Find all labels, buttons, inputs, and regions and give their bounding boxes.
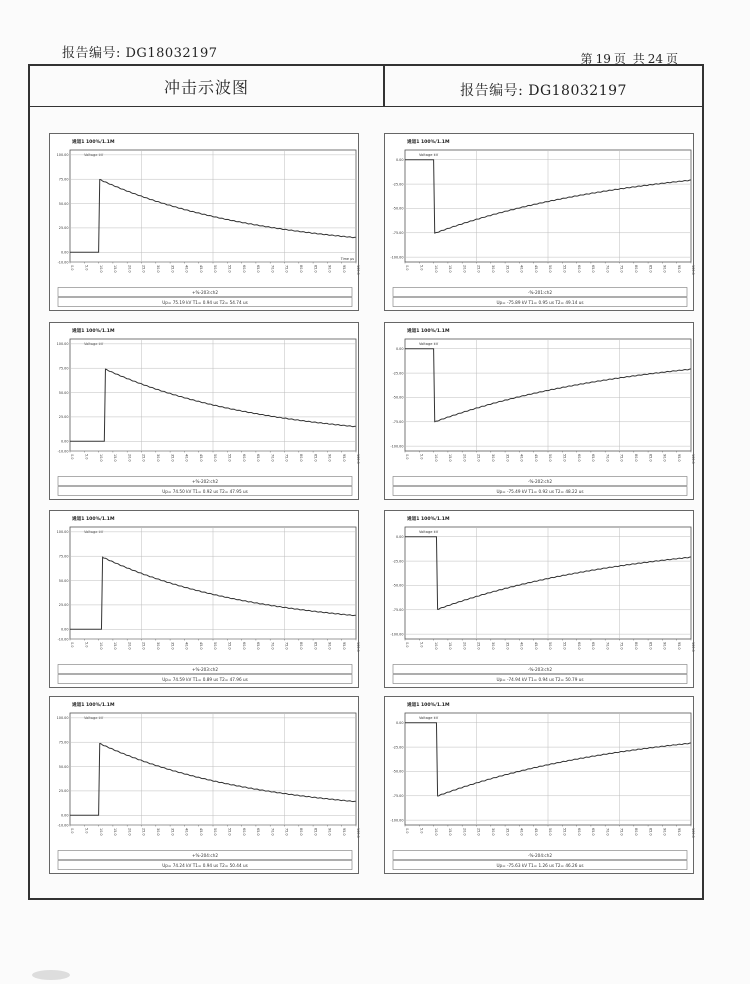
x-tick-label: 20.0 <box>127 454 132 462</box>
oscillogram-3 <box>49 322 359 500</box>
x-tick-label: 30.0 <box>491 265 495 273</box>
channel-label: 通道1 100%/1.1M <box>72 703 115 708</box>
x-tick-label: 90.0 <box>662 642 667 650</box>
waveform-caption: +%-202:ch2 <box>191 479 219 484</box>
channel-label: 通道1 100%/1.1M <box>72 517 115 522</box>
x-tick-label: 5.0 <box>419 454 424 460</box>
x-tick-label: 5.0 <box>84 454 89 460</box>
x-tick-label: 65.0 <box>591 642 596 650</box>
waveform-caption: -%-204:ch2 <box>527 853 553 858</box>
x-tick-label: 40.0 <box>519 642 524 650</box>
table-report-number: 报告编号: DG18032197 <box>460 83 627 99</box>
x-tick-label: 15.0 <box>448 454 453 462</box>
x-tick-label: 0.0 <box>405 828 410 834</box>
x-tick-label: 65.0 <box>256 828 261 836</box>
y-tick-label: -75.00 <box>392 608 404 613</box>
y-tick-label: -50.00 <box>392 395 404 400</box>
y-tick-label: -10.00 <box>57 260 69 265</box>
x-tick-label: 95.0 <box>341 265 346 273</box>
x-tick-label: 35.0 <box>505 265 510 273</box>
x-tick-label: 25.0 <box>476 265 481 273</box>
waveform-parameters: Up= 74.24 kV T1= 0.94 us T2= 50.44 us <box>162 863 248 868</box>
x-tick-label: 0.0 <box>70 642 75 648</box>
y-tick-label: 50.00 <box>58 578 69 583</box>
x-tick-label: 40.0 <box>184 828 189 836</box>
x-tick-label: 45.0 <box>533 642 538 650</box>
y-tick-label: 100.00 <box>56 342 69 347</box>
x-tick-label: 75.0 <box>284 454 289 462</box>
x-tick-label: 35.0 <box>505 828 510 836</box>
channel-label: 通道1 100%/1.1M <box>407 517 450 522</box>
x-tick-label: 15.0 <box>113 642 118 650</box>
x-tick-label: 10.0 <box>98 642 103 650</box>
x-tick-label: 75.0 <box>619 454 624 462</box>
x-tick-label: 55.0 <box>562 828 567 836</box>
x-tick-label: 70.0 <box>270 265 275 273</box>
x-tick-label: 35.0 <box>170 265 175 273</box>
y-tick-label: 25.00 <box>58 789 69 794</box>
x-tick-label: 0.0 <box>405 642 410 648</box>
x-tick-label: 55.0 <box>227 828 232 836</box>
x-tick-label: 90.0 <box>662 828 667 836</box>
x-tick-label: 10.0 <box>98 265 103 273</box>
total-word: 共 <box>632 52 645 66</box>
x-tick-label: 15.0 <box>113 454 118 462</box>
x-tick-label: 50.0 <box>213 454 218 462</box>
x-tick-label: 15.0 <box>113 265 118 273</box>
total-unit: 页 <box>665 52 678 66</box>
oscillogram-svg <box>385 323 695 501</box>
x-tick-label: 80.0 <box>634 265 638 273</box>
x-tick-label: 50.0 <box>548 828 553 836</box>
x-tick-label: 95.0 <box>341 828 346 836</box>
x-tick-label: 90.0 <box>662 265 667 273</box>
x-tick-label: 5.0 <box>419 265 424 271</box>
scan-smudge <box>32 970 70 980</box>
x-tick-label: 40.0 <box>519 828 524 836</box>
x-tick-label: 100.0 <box>356 642 360 652</box>
y-axis-title: Voltage kV <box>84 153 104 157</box>
oscillogram-5 <box>49 510 359 688</box>
x-tick-label: 45.0 <box>533 828 538 836</box>
y-tick-label: -100.00 <box>390 818 404 823</box>
x-tick-label: 5.0 <box>84 828 89 834</box>
y-axis-title: Voltage kV <box>84 716 104 720</box>
x-tick-label: 0.0 <box>70 828 75 834</box>
oscillogram-8 <box>384 696 694 874</box>
y-tick-label: 50.00 <box>58 201 69 206</box>
x-tick-label: 60.0 <box>576 828 581 836</box>
channel-label: 通道1 100%/1.1M <box>407 329 450 334</box>
x-tick-label: 15.0 <box>448 642 453 650</box>
x-tick-label: 65.0 <box>256 265 261 273</box>
y-tick-label: -50.00 <box>392 583 404 588</box>
y-tick-label: -25.00 <box>392 371 404 376</box>
y-tick-label: -10.00 <box>57 823 69 828</box>
x-tick-label: 50.0 <box>548 454 553 462</box>
x-tick-label: 0.0 <box>70 454 75 460</box>
x-tick-label: 30.0 <box>491 454 495 462</box>
y-tick-label: 25.00 <box>58 226 69 231</box>
x-tick-label: 5.0 <box>84 642 89 648</box>
x-tick-label: 80.0 <box>299 454 303 462</box>
oscillogram-2 <box>384 133 694 311</box>
x-tick-label: 100.0 <box>356 265 360 275</box>
x-tick-label: 75.0 <box>619 828 624 836</box>
y-tick-label: -100.00 <box>390 444 404 449</box>
x-tick-label: 35.0 <box>170 828 175 836</box>
x-tick-label: 50.0 <box>548 265 553 273</box>
waveform-caption: +%-203:ch2 <box>191 667 219 672</box>
x-tick-label: 90.0 <box>327 454 332 462</box>
x-tick-label: 40.0 <box>519 454 524 462</box>
x-tick-label: 95.0 <box>341 642 346 650</box>
x-tick-label: 10.0 <box>433 642 438 650</box>
y-tick-label: 25.00 <box>58 415 69 420</box>
x-tick-label: 5.0 <box>419 642 424 648</box>
x-tick-label: 45.0 <box>533 454 538 462</box>
y-tick-label: 50.00 <box>58 390 69 395</box>
oscillogram-svg <box>50 134 360 312</box>
x-tick-label: 85.0 <box>313 454 318 462</box>
x-tick-label: 60.0 <box>241 265 246 273</box>
x-tick-label: 95.0 <box>676 828 681 836</box>
x-tick-label: 100.0 <box>356 828 360 838</box>
y-tick-label: -25.00 <box>392 745 404 750</box>
x-tick-label: 0.0 <box>405 454 410 460</box>
oscillogram-svg <box>385 511 695 689</box>
page-unit: 页 <box>613 52 626 66</box>
y-tick-label: -75.00 <box>392 794 404 799</box>
table-title: 冲击示波图 <box>163 78 249 97</box>
y-tick-label: 25.00 <box>58 603 69 608</box>
oscillogram-6 <box>384 510 694 688</box>
x-tick-label: 20.0 <box>462 454 467 462</box>
x-tick-label: 20.0 <box>462 642 467 650</box>
oscillogram-1 <box>49 133 359 311</box>
x-tick-label: 45.0 <box>198 828 203 836</box>
y-tick-label: 75.00 <box>58 740 69 745</box>
x-tick-label: 60.0 <box>576 265 581 273</box>
y-tick-label: 75.00 <box>58 554 69 559</box>
x-tick-label: 90.0 <box>327 828 332 836</box>
y-tick-label: 0.00 <box>395 347 404 352</box>
x-tick-label: 25.0 <box>141 265 146 273</box>
y-tick-label: 75.00 <box>58 177 69 182</box>
y-tick-label: 0.00 <box>60 250 69 255</box>
x-tick-label: 65.0 <box>591 265 596 273</box>
oscillogram-svg <box>50 323 360 501</box>
waveform-caption: -%-203:ch2 <box>527 667 553 672</box>
x-tick-label: 65.0 <box>591 828 596 836</box>
y-tick-label: -25.00 <box>392 559 404 564</box>
y-tick-label: -75.00 <box>392 231 404 236</box>
x-tick-label: 70.0 <box>605 828 610 836</box>
x-tick-label: 70.0 <box>605 642 610 650</box>
x-tick-label: 80.0 <box>634 828 638 836</box>
oscillogram-svg <box>385 134 695 312</box>
x-tick-label: 70.0 <box>270 828 275 836</box>
x-tick-label: 70.0 <box>270 642 275 650</box>
x-tick-label: 25.0 <box>141 454 146 462</box>
x-tick-label: 25.0 <box>476 454 481 462</box>
x-tick-label: 35.0 <box>505 642 510 650</box>
x-tick-label: 25.0 <box>141 828 146 836</box>
oscillogram-svg <box>50 511 360 689</box>
x-tick-label: 10.0 <box>433 265 438 273</box>
table-header <box>30 66 702 107</box>
x-tick-label: 50.0 <box>213 642 218 650</box>
y-tick-label: -10.00 <box>57 637 69 642</box>
waveform-caption: -%-201:ch2 <box>527 290 553 295</box>
y-axis-title: Voltage kV <box>419 342 439 346</box>
x-tick-label: 60.0 <box>241 454 246 462</box>
x-tick-label: 100.0 <box>356 454 360 464</box>
y-tick-label: 0.00 <box>60 627 69 632</box>
x-tick-label: 85.0 <box>313 642 318 650</box>
x-tick-label: 45.0 <box>198 454 203 462</box>
x-tick-label: 70.0 <box>270 454 275 462</box>
x-tick-label: 90.0 <box>327 265 332 273</box>
x-tick-label: 0.0 <box>405 265 410 271</box>
x-tick-label: 100.0 <box>691 828 695 838</box>
x-tick-label: 30.0 <box>156 828 160 836</box>
x-tick-label: 25.0 <box>141 642 146 650</box>
y-tick-label: 75.00 <box>58 366 69 371</box>
x-tick-label: 10.0 <box>98 828 103 836</box>
x-tick-label: 60.0 <box>241 642 246 650</box>
waveform-parameters: Up= -75.49 kV T1= 0.92 us T2= 48.22 us <box>496 489 584 494</box>
waveform-parameters: Up= -75.89 kV T1= 0.95 us T2= 49.14 us <box>496 300 584 305</box>
y-tick-label: 0.00 <box>60 439 69 444</box>
y-tick-label: 100.00 <box>56 716 69 721</box>
x-tick-label: 50.0 <box>548 642 553 650</box>
x-tick-label: 70.0 <box>605 454 610 462</box>
x-tick-label: 50.0 <box>213 828 218 836</box>
x-tick-label: 30.0 <box>156 642 160 650</box>
x-tick-label: 75.0 <box>284 642 289 650</box>
x-tick-label: 20.0 <box>127 642 132 650</box>
oscillogram-svg <box>50 697 360 875</box>
page-number: 19 <box>595 52 611 66</box>
x-tick-label: 80.0 <box>634 454 638 462</box>
report-number-header: 报告编号: DG18032197 <box>62 46 218 61</box>
y-axis-title: Voltage kV <box>84 342 104 346</box>
x-tick-label: 95.0 <box>676 642 681 650</box>
x-tick-label: 55.0 <box>227 265 232 273</box>
x-tick-label: 30.0 <box>491 642 495 650</box>
x-tick-label: 20.0 <box>462 828 467 836</box>
y-tick-label: 0.00 <box>395 721 404 726</box>
x-tick-label: 30.0 <box>491 828 495 836</box>
x-tick-label: 55.0 <box>227 454 232 462</box>
oscillogram-4 <box>384 322 694 500</box>
x-tick-label: 25.0 <box>476 642 481 650</box>
x-tick-label: 85.0 <box>648 265 653 273</box>
x-tick-label: 55.0 <box>562 642 567 650</box>
oscillogram-7 <box>49 696 359 874</box>
x-tick-label: 90.0 <box>327 642 332 650</box>
y-tick-label: -75.00 <box>392 420 404 425</box>
y-axis-title: Voltage kV <box>419 716 439 720</box>
x-tick-label: 85.0 <box>648 642 653 650</box>
x-tick-label: 75.0 <box>284 265 289 273</box>
x-tick-label: 60.0 <box>576 454 581 462</box>
x-tick-label: 80.0 <box>299 642 303 650</box>
waveform-parameters: Up= 75.19 kV T1= 0.94 us T2= 54.74 us <box>162 300 248 305</box>
x-tick-label: 30.0 <box>156 265 160 273</box>
waveform-caption: -%-202:ch2 <box>527 479 553 484</box>
x-tick-label: 45.0 <box>198 265 203 273</box>
x-tick-label: 15.0 <box>448 265 453 273</box>
x-tick-label: 90.0 <box>662 454 667 462</box>
x-tick-label: 75.0 <box>619 265 624 273</box>
x-tick-label: 80.0 <box>634 642 638 650</box>
channel-label: 通道1 100%/1.1M <box>407 703 450 708</box>
x-tick-label: 85.0 <box>313 265 318 273</box>
x-tick-label: 45.0 <box>533 265 538 273</box>
x-tick-label: 20.0 <box>127 265 132 273</box>
y-tick-label: -10.00 <box>57 449 69 454</box>
y-tick-label: 100.00 <box>56 153 69 158</box>
y-tick-label: 50.00 <box>58 764 69 769</box>
waveform-parameters: Up= 74.50 kV T1= 0.92 us T2= 47.95 us <box>162 489 248 494</box>
x-tick-label: 55.0 <box>562 265 567 273</box>
x-tick-label: 75.0 <box>619 642 624 650</box>
x-tick-label: 20.0 <box>127 828 132 836</box>
x-tick-label: 40.0 <box>184 454 189 462</box>
x-tick-label: 10.0 <box>433 828 438 836</box>
x-tick-label: 95.0 <box>676 454 681 462</box>
y-axis-title: Voltage kV <box>419 153 439 157</box>
waveform-parameters: Up= -75.63 kV T1= 1.26 us T2= 46.26 us <box>496 863 584 868</box>
x-tick-label: 15.0 <box>448 828 453 836</box>
x-tick-label: 55.0 <box>227 642 232 650</box>
y-tick-label: -100.00 <box>390 632 404 637</box>
x-tick-label: 95.0 <box>676 265 681 273</box>
x-tick-label: 75.0 <box>284 828 289 836</box>
waveform-caption: +%-204:ch2 <box>191 853 219 858</box>
x-tick-label: 10.0 <box>433 454 438 462</box>
x-tick-label: 25.0 <box>476 828 481 836</box>
waveform-caption: +%-203:ch2 <box>191 290 219 295</box>
x-tick-label: 45.0 <box>198 642 203 650</box>
x-tick-label: 85.0 <box>648 454 653 462</box>
y-tick-label: 0.00 <box>60 813 69 818</box>
x-tick-label: 65.0 <box>256 454 261 462</box>
y-tick-label: -50.00 <box>392 206 404 211</box>
x-tick-label: 0.0 <box>70 265 75 271</box>
x-tick-label: 85.0 <box>313 828 318 836</box>
x-tick-label: 80.0 <box>299 828 303 836</box>
x-tick-label: 20.0 <box>462 265 467 273</box>
oscillogram-svg <box>385 697 695 875</box>
channel-label: 通道1 100%/1.1M <box>72 140 115 145</box>
channel-label: 通道1 100%/1.1M <box>72 329 115 334</box>
x-tick-label: 80.0 <box>299 265 303 273</box>
page-word: 第 <box>580 52 593 66</box>
x-tick-label: 5.0 <box>84 265 89 271</box>
x-tick-label: 65.0 <box>256 642 261 650</box>
y-tick-label: -50.00 <box>392 769 404 774</box>
y-axis-title: Voltage kV <box>419 530 439 534</box>
x-tick-label: 95.0 <box>341 454 346 462</box>
x-tick-label: 60.0 <box>241 828 246 836</box>
x-tick-label: 35.0 <box>505 454 510 462</box>
x-tick-label: 60.0 <box>576 642 581 650</box>
y-tick-label: 0.00 <box>395 535 404 540</box>
x-tick-label: 40.0 <box>184 642 189 650</box>
x-tick-label: 30.0 <box>156 454 160 462</box>
x-tick-label: 15.0 <box>113 828 118 836</box>
y-tick-label: -100.00 <box>390 255 404 260</box>
x-tick-label: 65.0 <box>591 454 596 462</box>
x-tick-label: 40.0 <box>519 265 524 273</box>
x-tick-label: 40.0 <box>184 265 189 273</box>
x-tick-label: 85.0 <box>648 828 653 836</box>
x-tick-label: 5.0 <box>419 828 424 834</box>
total-pages: 24 <box>647 52 663 66</box>
y-tick-label: -25.00 <box>392 182 404 187</box>
x-tick-label: 35.0 <box>170 642 175 650</box>
x-tick-label: 50.0 <box>213 265 218 273</box>
waveform-parameters: Up= -74.94 kV T1= 0.94 us T2= 50.79 us <box>496 677 584 682</box>
x-tick-label: 70.0 <box>605 265 610 273</box>
y-tick-label: 0.00 <box>395 158 404 163</box>
x-tick-label: 10.0 <box>98 454 103 462</box>
x-tick-label: 100.0 <box>691 642 695 652</box>
x-unit-label: Time μs <box>340 257 354 261</box>
channel-label: 通道1 100%/1.1M <box>407 140 450 145</box>
x-tick-label: 35.0 <box>170 454 175 462</box>
x-tick-label: 100.0 <box>691 454 695 464</box>
y-axis-title: Voltage kV <box>84 530 104 534</box>
x-tick-label: 55.0 <box>562 454 567 462</box>
x-tick-label: 100.0 <box>691 265 695 275</box>
y-tick-label: 100.00 <box>56 530 69 535</box>
waveform-parameters: Up= 74.59 kV T1= 0.89 us T2= 47.96 us <box>162 677 248 682</box>
